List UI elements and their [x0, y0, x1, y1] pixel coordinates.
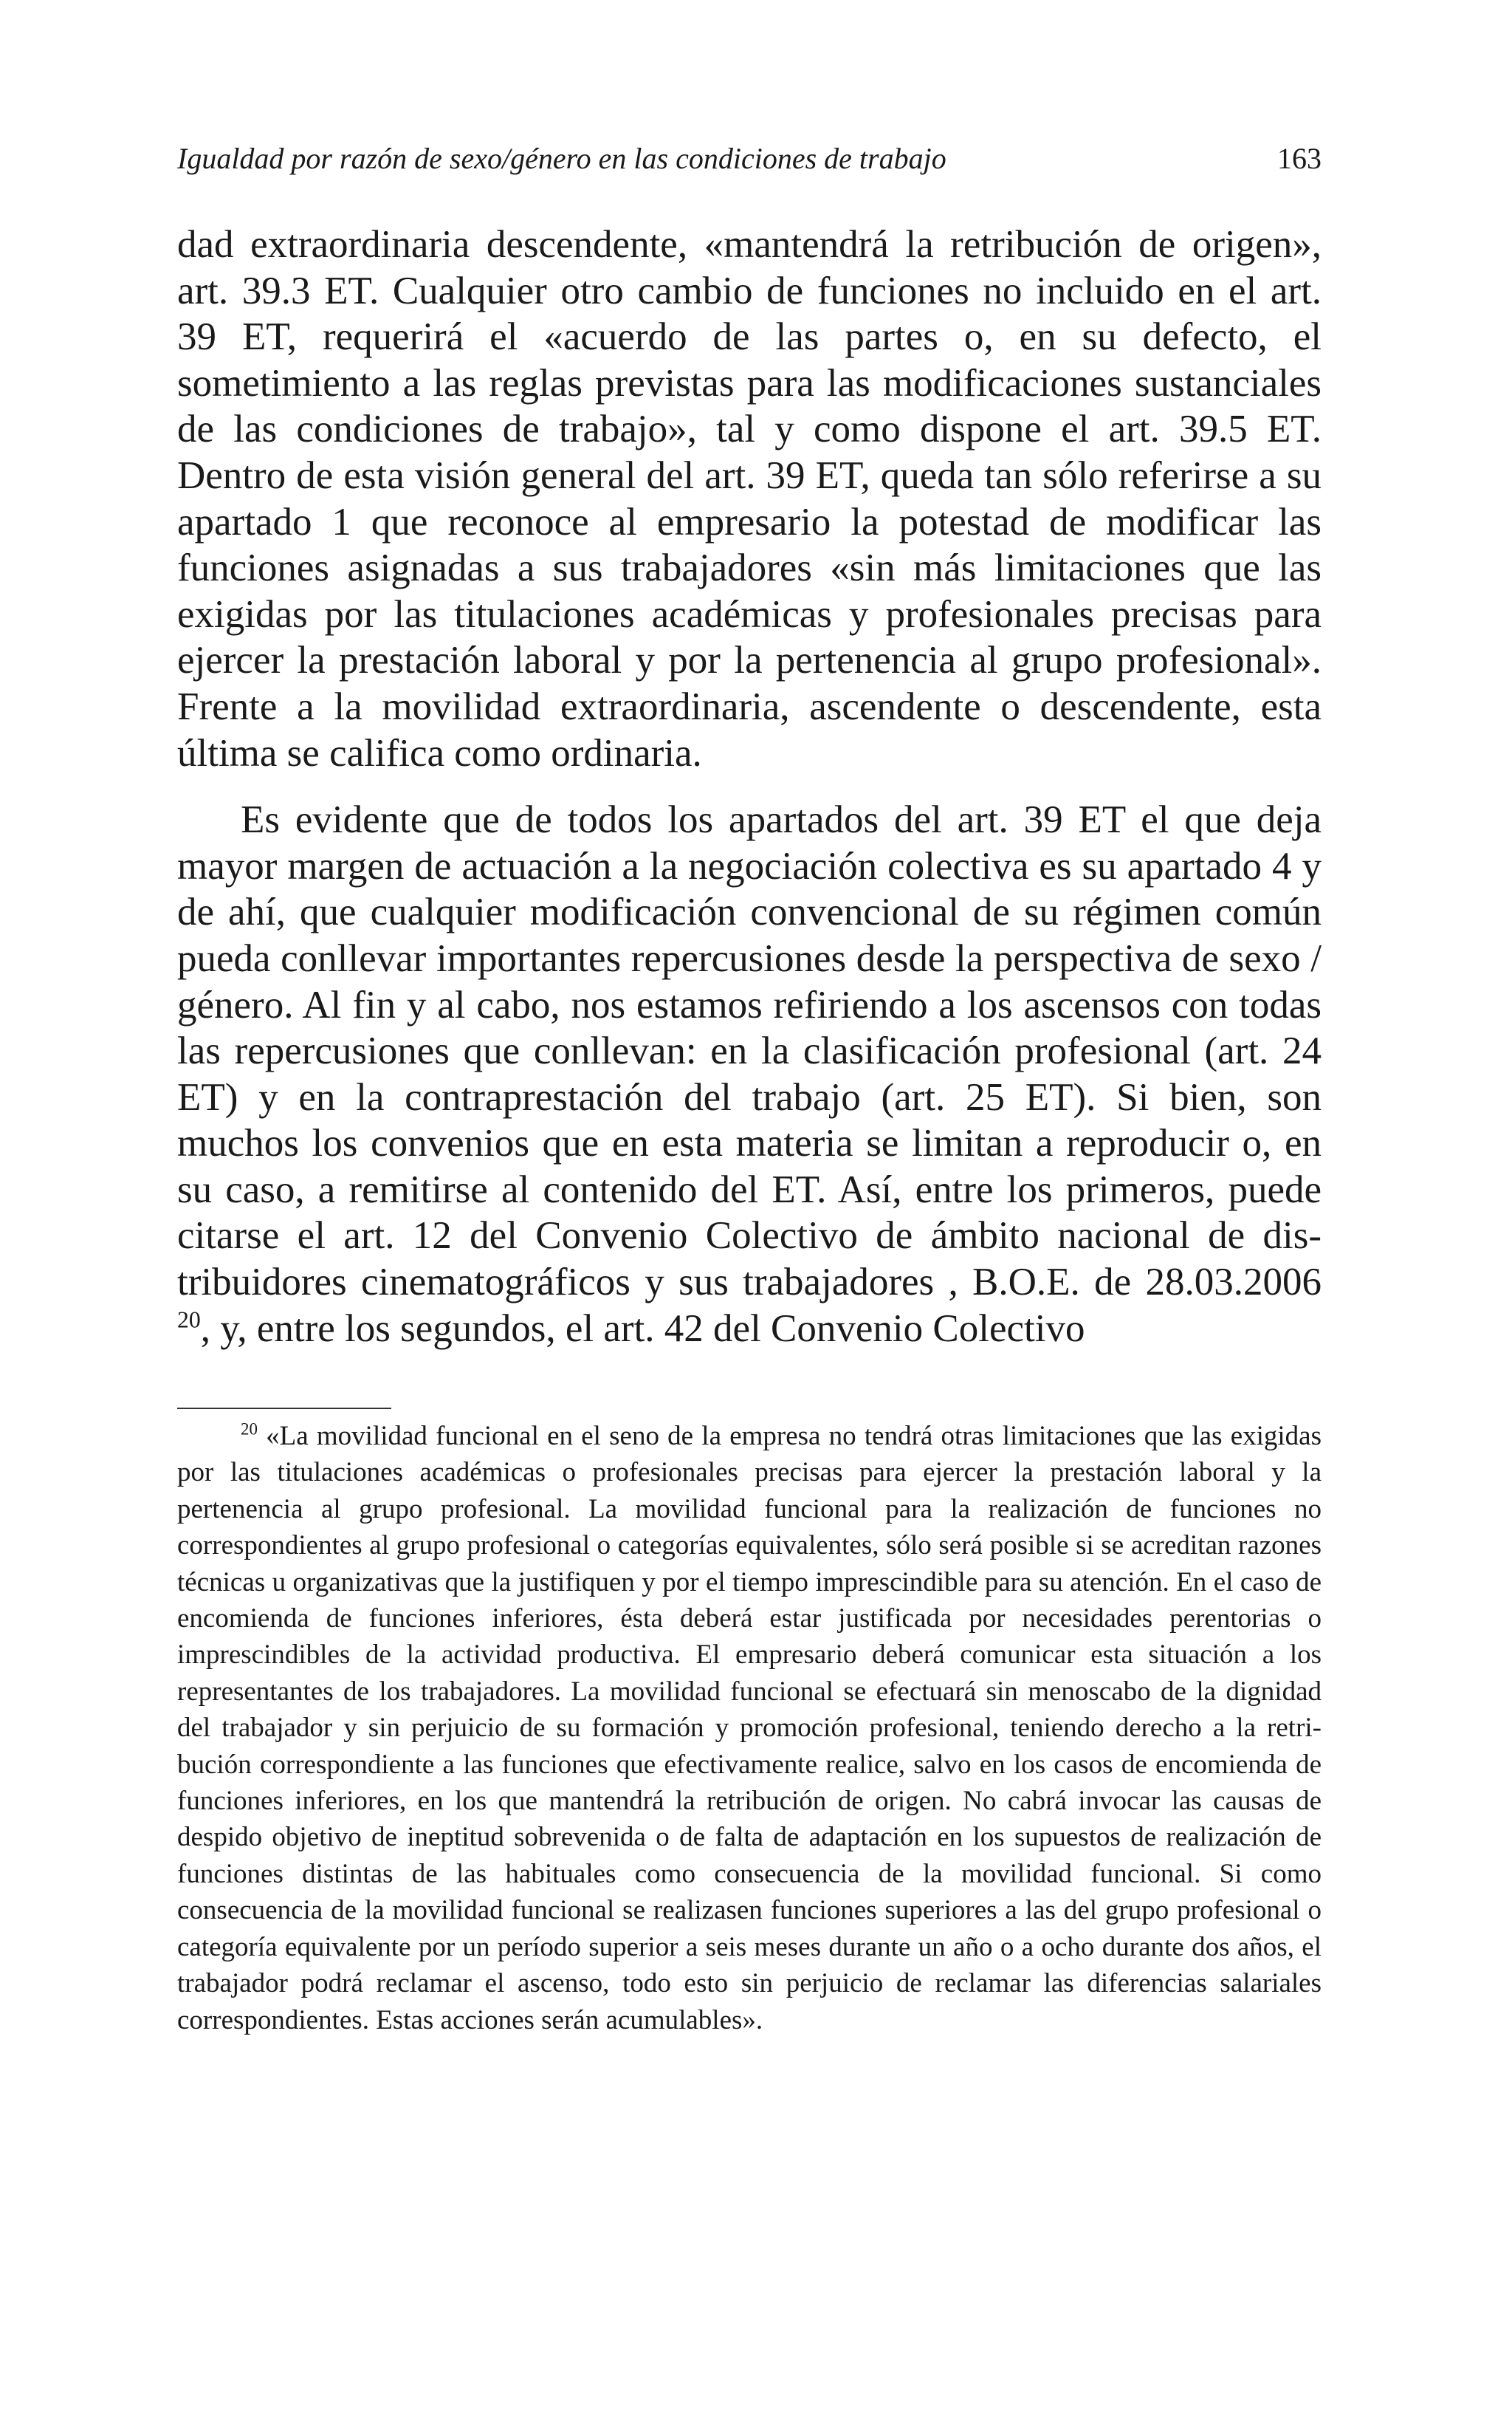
main-text — [177, 222, 1322, 1351]
paragraph — [177, 797, 1322, 1351]
running-title: Igualdad por razón de sexo/género en las condiciones de trabajo — [177, 142, 946, 175]
footnote-reference[interactable]: 20 — [177, 1306, 201, 1332]
footnotes — [177, 1418, 1322, 2038]
running-header — [177, 137, 1322, 181]
footnote-text: «La movilidad funcional en el seno de la empresa no tendrá otras limitaciones que las exigidas por las titulaciones académicas o profesionales precisas para ejercer la prestación laboral y la pertenencia al grupo profesional. La movilidad funcional para la realización de funciones no correspondientes al grupo profesional o categorías equivalentes, sólo será posible si se acreditan razones técnicas u organizativas que la justifiquen y por el tiempo imprescindible para su atención. En el caso de encomienda de funciones inferiores, ésta deberá estar justificada por necesidades perentorias o imprescindibles de la actividad productiva. El empresario deberá comunicar esta situación a los representantes de los trabajadores. La movilidad funcional se efectuará sin menoscabo de la dignidad del trabajador y sin perjuicio de su formación y promoción profesional, teniendo derecho a la retribución correspondiente a las funciones que efectivamente realice, salvo en los casos de encomienda de funciones inferiores, en los que mantendrá la retribución de origen. No cabrá invocar las causas de despido objetivo de ineptitud sobrevenida o de falta de adaptación en los supuestos de realización de funciones distintas de las habituales como consecuencia de la movilidad funcional. Si como consecuencia de la movilidad funcional se realizasen funciones superiores a las del grupo profesional o categoría equivalente por un período superior a seis meses durante un año o a ocho durante dos años, el trabajador podrá reclamar el ascenso, todo esto sin perjuicio de reclamar las diferencias salariales correspondientes. Estas acciones serán acumulables». — [177, 1421, 1322, 2035]
paragraph-text-continued: , y, entre los segundos, el art. 42 del Convenio Colectivo — [200, 1306, 1085, 1350]
footnote — [177, 1418, 1322, 2038]
footnote-separator — [177, 1408, 391, 1409]
page-number: 163 — [1277, 142, 1322, 175]
paragraph: dad extraordinaria descendente, «mantendrá la retribución de origen», art. 39.3 ET. Cualquier otro cambio de funciones no incluido en el art. 39 ET, requerirá el «acuerdo de las partes o, en su defecto, el sometimiento a las reglas previstas para las modificaciones sustanciales de las condiciones de trabajo», tal y como dispone el art. 39.5 ET. Dentro de esta visión general del art. 39 ET, queda tan sólo referirse a su apartado 1 que reconoce al empresario la potestad de modificar las funciones asignadas a sus trabajadores «sin más limitaciones que las exigidas por las titulaciones académicas y profesionales precisas para ejercer la prestación laboral y por la pertenencia al grupo profesional». Frente a la movilidad extraordinaria, ascendente o descendente, esta última se califica como ordinaria. — [177, 223, 1322, 775]
paragraph-text: Es evidente que de todos los apartados del art. 39 ET el que deja mayor margen de actuación a la negociación colectiva es su apartado 4 y de ahí, que cualquier modificación convencional de su régimen común pueda conllevar importantes repercusiones desde la perspectiva de sexo / género. Al fin y al cabo, nos estamos refiriendo a los ascensos con todas las repercusiones que conllevan: en la clasificación profesional (art. 24 ET) y en la contraprestación del trabajo (art. 25 ET). Si bien, son muchos los convenios que en esta materia se limitan a reproducir o, en su caso, a remitirse al contenido del ET. Así, entre los primeros, puede citarse el art. 12 del Convenio Colectivo de ámbito nacional de distribuidores cinematográficos y sus trabajadores , B.O.E. de 28.03.2006 — [177, 798, 1322, 1304]
footnote-number: 20 — [241, 1419, 258, 1439]
